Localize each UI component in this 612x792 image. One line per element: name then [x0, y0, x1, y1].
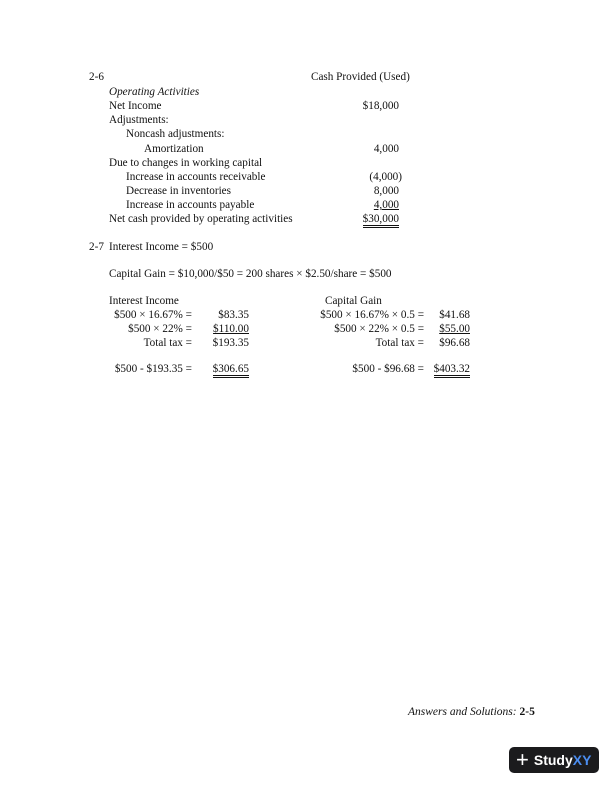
capital-gain-header: Capital Gain [325, 295, 382, 307]
interest-row2-expr: $500 × 22% = [128, 323, 192, 335]
adjustments-label: Adjustments: [109, 114, 169, 126]
interest-net-value: $306.65 [213, 363, 249, 378]
interest-row1-value: $83.35 [218, 309, 249, 321]
amortization-label: Amortization [144, 143, 204, 155]
net-cash-label: Net cash provided by operating activities [109, 213, 293, 225]
problem-number-2-7: 2-7 [89, 241, 104, 253]
footer-page-number: 2-5 [519, 706, 535, 718]
problem-number-2-6: 2-6 [89, 71, 104, 83]
noncash-adjustments-label: Noncash adjustments: [126, 128, 225, 140]
brand-main: Study [533, 751, 573, 768]
interest-income-line: Interest Income = $500 [109, 241, 214, 253]
capital-gain-line: Capital Gain = $10,000/$50 = 200 shares × $2.50/share = $500 [109, 268, 392, 280]
footer-label: Answers and Solutions: [408, 706, 517, 718]
capgain-total-value: $96.68 [439, 337, 470, 349]
capgain-row2-value: $55.00 [439, 323, 470, 335]
interest-net-expr: $500 - $193.35 = [114, 363, 192, 375]
interest-row1-expr: $500 × 16.67% = [114, 309, 192, 321]
accounts-receivable-value: (4,000) [369, 171, 402, 183]
net-cash-total [330, 213, 399, 226]
interest-total-value: $193.35 [212, 337, 249, 349]
interest-net [200, 363, 249, 376]
capgain-row1-value: $41.68 [439, 309, 470, 321]
capgain-total-label: Total tax = [375, 337, 424, 349]
capgain-net [425, 363, 470, 376]
studyxy-badge[interactable] [509, 747, 599, 773]
plus-icon: + [516, 747, 529, 772]
accounts-receivable-label: Increase in accounts receivable [126, 171, 266, 183]
inventories-value: 8,000 [373, 185, 399, 197]
interest-row2-value: $110.00 [213, 323, 249, 335]
interest-income-header: Interest Income [109, 295, 179, 307]
net-income-label: Net Income [109, 100, 162, 112]
working-capital-label: Due to changes in working capital [109, 157, 263, 169]
amortization-value: 4,000 [373, 143, 399, 155]
capgain-net-value: $403.32 [434, 363, 470, 378]
accounts-payable-label: Increase in accounts payable [126, 199, 255, 211]
capgain-row1-expr: $500 × 16.67% × 0.5 = [320, 309, 424, 321]
operating-activities-heading: Operating Activities [109, 86, 200, 98]
page-footer [408, 706, 535, 719]
accounts-payable-value: 4,000 [373, 199, 399, 211]
capgain-net-expr: $500 - $96.68 = [352, 363, 424, 375]
net-cash-total-value: $30,000 [363, 213, 399, 228]
capgain-row2-expr: $500 × 22% × 0.5 = [334, 323, 424, 335]
cash-column-header: Cash Provided (Used) [311, 71, 410, 83]
net-income-value: $18,000 [362, 100, 399, 112]
brand-accent: XY [572, 751, 592, 768]
inventories-label: Decrease in inventories [126, 185, 231, 197]
interest-total-label: Total tax = [143, 337, 192, 349]
